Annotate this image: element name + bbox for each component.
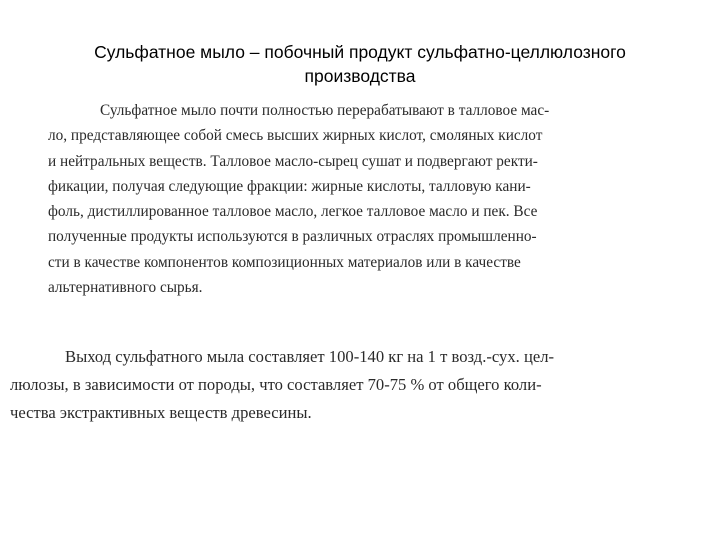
text-line: альтернативного сырья. [48,279,203,297]
text-line: люлозы, в зависимости от породы, что составляет 70-75 % от общего коли- [10,375,542,394]
title-line: производства [304,66,416,86]
paragraph-tall-oil [48,98,678,300]
title-line: Сульфатное мыло – побочный продукт сульфатно-целлюлозного [94,42,626,62]
text-line: фоль, дистиллированное талловое масло, легкое талловое масло и пек. Все [48,203,538,221]
text-line: полученные продукты используются в различных отраслях промышленно- [48,228,537,246]
paragraph-soap-yield [10,343,710,427]
text-line: чества экстрактивных веществ древесины. [10,403,312,422]
text-line: и нейтральных веществ. Талловое масло-сырец сушат и подвергают ректи- [48,152,538,170]
text-line: сти в качестве компонентов композиционных материалов или в качестве [48,253,521,271]
text-line: ло, представляющее собой смесь высших жирных кислот, смоляных кислот [48,127,543,145]
slide-title [40,40,680,88]
text-line: Выход сульфатного мыла составляет 100-140 кг на 1 т возд.-сух. цел- [65,347,554,366]
text-line: Сульфатное мыло почти полностью перерабатывают в талловое мас- [100,102,550,119]
text-line: фикации, получая следующие фракции: жирные кислоты, талловую кани- [48,177,531,195]
